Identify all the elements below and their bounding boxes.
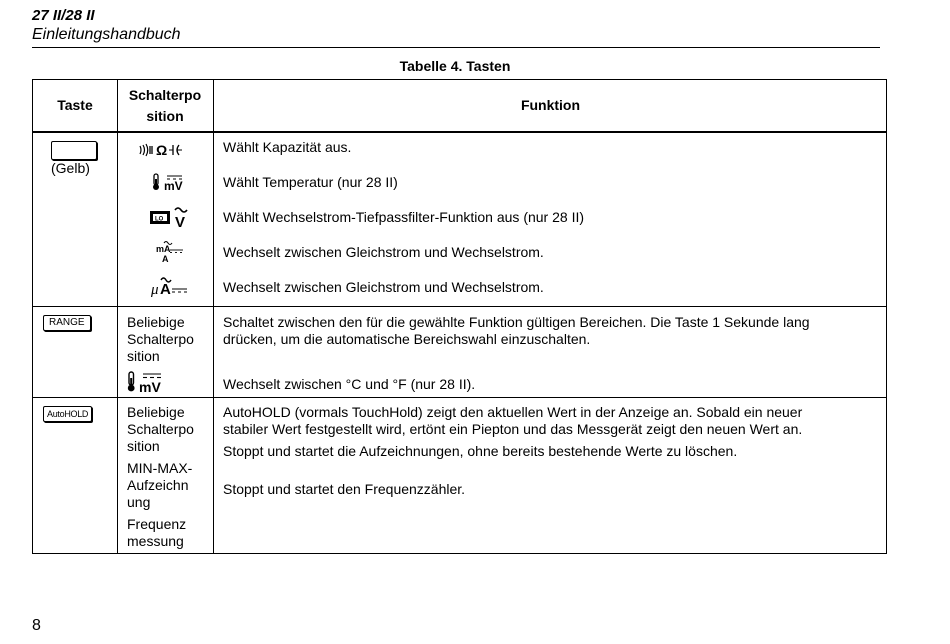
- column-divider: [213, 80, 214, 553]
- svg-text:μ: μ: [151, 282, 159, 298]
- row-divider: [33, 397, 886, 398]
- range-key-icon: RANGE: [43, 315, 91, 331]
- function-autohold-line1: AutoHOLD (vormals TouchHold) zeigt den aktuellen Wert in der Anzeige an. Sobald ein neuer: [223, 404, 803, 420]
- position-any-line3: sition: [127, 348, 160, 364]
- svg-text:mV: mV: [164, 179, 183, 192]
- page-number: 8: [32, 617, 41, 634]
- svg-text:mA: mA: [156, 244, 171, 254]
- function-minmax: Stoppt und startet die Aufzeichnungen, ohne bereits bestehende Werte zu löschen.: [223, 443, 738, 459]
- column-header-schalterposition-line1: Schalterpo: [128, 87, 202, 103]
- lowpass-filter-v-icon: [149, 206, 191, 228]
- position-any-line1: Beliebige: [127, 314, 185, 330]
- svg-text:Ω: Ω: [156, 142, 168, 158]
- function-capacitance: Wählt Kapazität aus.: [223, 139, 352, 155]
- position-minmax-line2: Aufzeichn: [127, 477, 189, 493]
- row-divider: [33, 306, 886, 307]
- function-ua-dc-ac: Wechselt zwischen Gleichstrom und Wechselstrom.: [223, 279, 544, 295]
- svg-text:LO: LO: [155, 216, 164, 223]
- position-frequency-line2: messung: [127, 533, 184, 549]
- svg-text:A: A: [162, 254, 169, 264]
- header-rule: [32, 47, 880, 48]
- keys-table: [32, 79, 887, 554]
- svg-text:A: A: [160, 281, 171, 298]
- function-autohold-line2: stabiler Wert festgestellt wird, ertönt ein Piepton und das Messgerät zeigt den neuen Wert an.: [223, 421, 803, 437]
- microamp-icon: [150, 276, 190, 298]
- function-range-line2: drücken, um die automatische Bereichswahl einzuschalten.: [223, 331, 591, 347]
- function-temperature: Wählt Temperatur (nur 28 II): [223, 174, 398, 190]
- temperature-mv-icon: [127, 370, 167, 394]
- yellow-key-icon: [51, 141, 97, 160]
- header-divider: [33, 131, 886, 133]
- position-minmax-line3: ung: [127, 494, 151, 510]
- position-any-line1: Beliebige: [127, 404, 185, 420]
- function-range-line1: Schaltet zwischen den für die gewählte Funktion gültigen Bereichen. Die Taste 1 Sekunde lang: [223, 314, 810, 330]
- function-range-temperature: Wechselt zwischen °C und °F (nur 28 II).: [223, 376, 476, 392]
- manual-model-title: 27 II/28 II: [32, 7, 95, 24]
- function-ma-dc-ac: Wechselt zwischen Gleichstrom und Wechselstrom.: [223, 244, 544, 260]
- position-frequency-line1: Frequenz: [127, 516, 187, 532]
- svg-text:V: V: [175, 214, 186, 228]
- ohm-capacitance-icon: [138, 142, 188, 158]
- table-caption: Tabelle 4. Tasten: [399, 58, 511, 74]
- autohold-key-icon: AutoHOLD: [43, 406, 92, 422]
- position-any-line2: Schalterpo: [127, 331, 194, 347]
- milliamp-amp-icon: [155, 240, 185, 264]
- column-divider: [117, 80, 118, 553]
- column-header-funktion: Funktion: [520, 97, 581, 113]
- function-lowpass-filter: Wählt Wechselstrom-Tiefpassfilter-Funktion aus (nur 28 II): [223, 209, 585, 225]
- position-minmax-line1: MIN-MAX-: [127, 460, 193, 476]
- column-header-taste: Taste: [57, 97, 93, 113]
- position-any-line3: sition: [127, 438, 160, 454]
- manual-subtitle: Einleitungshandbuch: [32, 26, 181, 43]
- function-frequency: Stoppt und startet den Frequenzzähler.: [223, 481, 466, 497]
- svg-text:mV: mV: [139, 379, 161, 394]
- position-any-line2: Schalterpo: [127, 421, 194, 437]
- temperature-mv-icon: [152, 172, 188, 192]
- column-header-schalterposition-line2: sition: [146, 108, 184, 124]
- yellow-key-label: (Gelb): [51, 160, 90, 176]
